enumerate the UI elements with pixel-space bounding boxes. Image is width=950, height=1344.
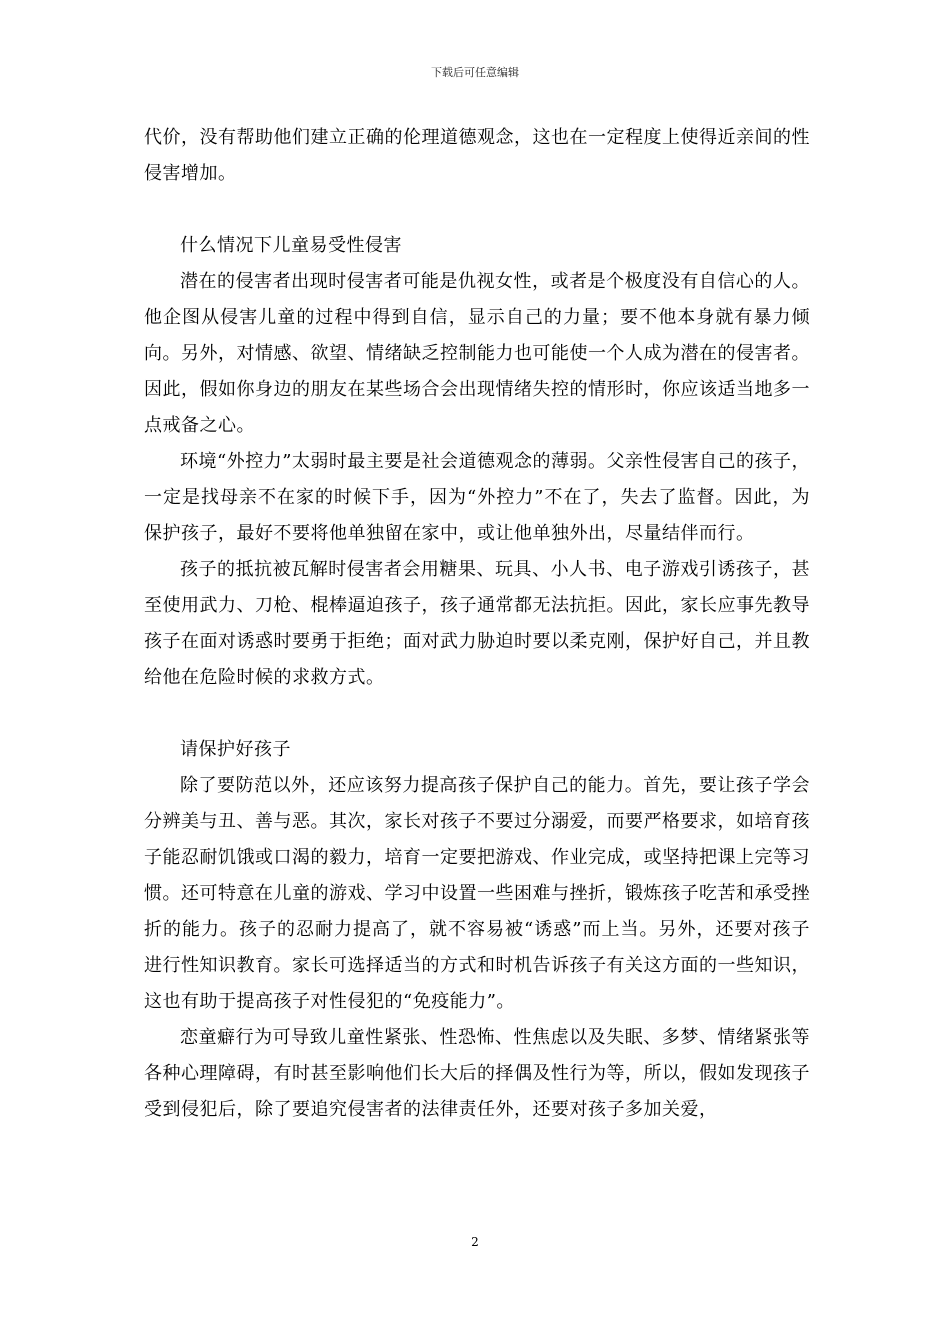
paragraph-potential-offender: 潜在的侵害者出现时侵害者可能是仇视女性，或者是个极度没有自信心的人。他企图从侵害儿童的过程中得到自信，显示自己的力量；要不他本身就有暴力倾向。另外，对情感、欲望、情绪缺乏控制能力也可能使一个人成为潜在的侵害者。因此，假如你身边的朋友在某些场合会出现情绪失控的情形时，你应该适当地多一点戒备之心。 bbox=[144, 271, 810, 436]
paragraph-self-protection: 除了要防范以外，还应该努力提高孩子保护自己的能力。首先，要让孩子学会分辨美与丑、善与恶。其次，家长对孩子不要过分溺爱，而要严格要求，如培育孩子能忍耐饥饿或口渴的毅力，培育一定要把游戏、作业完成，或坚持把课上完等习惯。还可特意在儿童的游戏、学习中设置一些困难与挫折，锻炼孩子吃苦和承受挫折的能力。孩子的忍耐力提高了，就不容易被“诱惑”而上当。另外，还要对孩子进行性知识教育。家长可选择适当的方式和时机告诉孩子有关这方面的一些知识，这也有助于提高孩子对性侵犯的“免疫能力”。 bbox=[144, 775, 810, 1012]
section-heading-protect: 请保护好孩子 bbox=[180, 739, 291, 760]
document-body bbox=[144, 120, 810, 1128]
page-header: 下载后可任意编辑 bbox=[431, 66, 519, 79]
section-heading-vulnerability: 什么情况下儿童易受性侵害 bbox=[180, 235, 402, 256]
paragraph-psychological-effects: 恋童癖行为可导致儿童性紧张、性恐怖、性焦虑以及失眠、多梦、情绪紧张等各种心理障碍，有时甚至影响他们长大后的择偶及性行为等，所以，假如发现孩子受到侵犯后，除了要追究侵害者的法律责任外，还要对孩子多加关爱， bbox=[144, 1027, 810, 1120]
paragraph-external-control: 环境“外控力”太弱时最主要是社会道德观念的薄弱。父亲性侵害自己的孩子，一定是找母亲不在家的时候下手，因为“外控力”不在了，失去了监督。因此，为保护孩子，最好不要将他单独留在家中，或让他单独外出，尽量结伴而行。 bbox=[144, 451, 810, 544]
page-number: 2 bbox=[471, 1235, 479, 1249]
paragraph-resistance: 孩子的抵抗被瓦解时侵害者会用糖果、玩具、小人书、电子游戏引诱孩子，甚至使用武力、刀枪、棍棒逼迫孩子，孩子通常都无法抗拒。因此，家长应事先教导孩子在面对诱惑时要勇于拒绝；面对武力胁迫时要以柔克刚，保护好自己，并且教给他在危险时候的求救方式。 bbox=[144, 559, 810, 688]
paragraph-continued: 代价，没有帮助他们建立正确的伦理道德观念，这也在一定程度上使得近亲间的性侵害增加。 bbox=[144, 127, 810, 184]
